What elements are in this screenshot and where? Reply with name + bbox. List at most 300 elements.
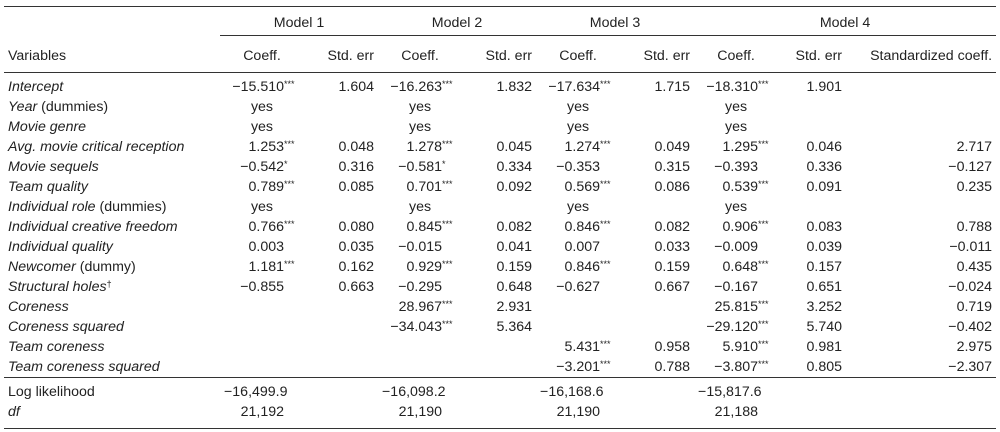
empty-cell (778, 378, 846, 403)
cell-value: −0.295 (398, 279, 443, 295)
std-err-cell (778, 257, 846, 277)
cell-value: 0.719 (956, 299, 993, 315)
cell-value: 0.846 (564, 259, 601, 275)
std-err-cell (620, 177, 694, 197)
cell-value: 0.846 (564, 219, 601, 235)
std-err-cell (620, 157, 694, 177)
table-footer (4, 378, 996, 429)
std-err-cell (462, 337, 536, 357)
std-err-cell (778, 137, 846, 157)
cell-value: 1.715 (654, 79, 691, 95)
variable-name-cell (4, 237, 220, 257)
table-row (4, 357, 996, 378)
standardized-coeff-cell (846, 177, 996, 197)
cell-value: 0.789 (248, 179, 284, 195)
cell-value: 0.316 (338, 159, 375, 175)
cell-value: 0.092 (496, 179, 533, 195)
cell-value: 0.159 (496, 259, 533, 275)
table-row (4, 317, 996, 337)
std-err-cell (620, 217, 694, 237)
variable-name-cell (4, 137, 220, 157)
standardized-coeff-cell (846, 317, 996, 337)
cell-value: −0.627 (556, 279, 601, 295)
coeff-cell (536, 277, 620, 297)
variable-name: Coreness (8, 299, 69, 315)
coeff-cell: −0.581* (398, 159, 446, 175)
cell-value: 0.082 (496, 219, 533, 235)
model-4-header: Model 4 (694, 7, 996, 36)
cell-value: 0.648 (496, 279, 533, 295)
footer-label: df (8, 404, 20, 420)
coeff-cell: 0.845*** (406, 219, 453, 235)
cell-value: 0.663 (338, 279, 375, 295)
coeff-cell: −34.043*** (390, 319, 453, 335)
dummy-indicator-cell (220, 197, 304, 217)
empty-cell (778, 402, 846, 429)
standardized-coeff-cell (846, 157, 996, 177)
coeff-cell: 25.815*** (714, 299, 769, 315)
cell-value: −0.011 (949, 239, 993, 255)
dummy-indicator-cell (694, 117, 778, 137)
variable-name-cell (4, 357, 220, 378)
cell-value: 0.569 (564, 179, 601, 195)
coeff-cell: 0.929*** (406, 259, 453, 275)
std-err-cell (462, 177, 536, 197)
dummy-indicator-cell (220, 97, 304, 117)
coeff-cell (220, 317, 304, 337)
coeff-cell: −0.542* (240, 159, 288, 175)
table-row (4, 257, 996, 277)
cell-value: 5.740 (806, 319, 843, 335)
cell-value: 1.295 (722, 139, 759, 155)
std-err-cell (462, 197, 536, 217)
std-err-cell (304, 73, 378, 98)
column-header-row (4, 36, 996, 73)
std-err-cell (778, 317, 846, 337)
variable-name: Avg. movie critical reception (8, 139, 185, 155)
std-err-cell (462, 237, 536, 257)
cell-value: 5.910 (722, 339, 759, 355)
empty-cell (462, 378, 536, 403)
table-row (4, 117, 996, 137)
std-err-cell (778, 117, 846, 137)
cell-value: 0.648 (722, 259, 759, 275)
variable-name: Individual creative freedom (8, 219, 178, 235)
table-row (4, 337, 996, 357)
std-err-cell (462, 357, 536, 378)
coeff-cell: 0.539*** (722, 179, 769, 195)
std-err-cell (778, 237, 846, 257)
coeff-cell (694, 157, 778, 177)
variable-name: Team quality (8, 179, 88, 195)
coeff-cell: 0.701*** (406, 179, 453, 195)
cell-value: 21,192 (240, 404, 284, 420)
cell-value: 1.181 (248, 259, 284, 275)
cell-value: yes (408, 199, 432, 215)
cell-value: 0.788 (956, 219, 993, 235)
cell-value: −0.581 (398, 159, 443, 175)
variable-suffix: (dummy) (75, 259, 136, 275)
cell-value: 0.035 (338, 239, 375, 255)
variable-name: Team coreness squared (8, 359, 160, 375)
std-err-cell (778, 177, 846, 197)
footer-value (694, 378, 778, 403)
cell-value: 2.931 (496, 299, 533, 315)
empty-cell (304, 378, 378, 403)
cell-value: 0.334 (496, 159, 533, 175)
coeff-cell (378, 237, 462, 257)
footer-value (220, 378, 304, 403)
dummy-indicator-cell (536, 117, 620, 137)
std-err-cell (620, 257, 694, 277)
cell-value: 0.083 (806, 219, 843, 235)
cell-value: 5.364 (496, 319, 533, 335)
coeff-cell: −17.634*** (548, 79, 611, 95)
coeff-header-m2: Coeff. (378, 36, 462, 73)
std-err-cell (778, 197, 846, 217)
variable-name: Movie sequels (8, 159, 99, 175)
coeff-cell: −29.120*** (706, 319, 769, 335)
coeff-cell: 0.789*** (248, 179, 295, 195)
cell-value: 0.039 (806, 239, 843, 255)
std-err-cell (462, 317, 536, 337)
std-err-cell (462, 297, 536, 317)
std-err-cell (778, 97, 846, 117)
coeff-cell: 0.906*** (722, 219, 769, 235)
std-err-cell (778, 337, 846, 357)
std-err-cell (462, 217, 536, 237)
cell-value: yes (250, 119, 274, 135)
table-row (4, 73, 996, 98)
cell-value: 0.701 (406, 179, 443, 195)
cell-value: −0.024 (948, 279, 993, 295)
cell-value: −0.402 (948, 319, 993, 335)
cell-value: 21,190 (398, 404, 443, 420)
variable-name: Coreness squared (8, 319, 124, 335)
se-header-m3: Std. err (620, 36, 694, 73)
cell-value: 0.159 (654, 259, 691, 275)
std-err-cell (620, 73, 694, 98)
standardized-coeff-cell (846, 337, 996, 357)
coeff-cell: 0.569*** (564, 179, 611, 195)
std-err-cell (620, 97, 694, 117)
variable-name: Year (8, 99, 38, 115)
variable-name: Individual role (8, 199, 96, 215)
coeff-cell: −3.807*** (714, 359, 769, 375)
cell-value: −15.510 (232, 79, 284, 95)
se-header-m1: Std. err (304, 36, 378, 73)
coeff-cell (220, 357, 304, 378)
cell-value: 0.235 (956, 179, 993, 195)
coeff-cell: −3.201*** (556, 359, 611, 375)
cell-value: 0.766 (248, 219, 284, 235)
variable-name-cell (4, 337, 220, 357)
std-err-cell (304, 297, 378, 317)
std-err-cell (462, 73, 536, 98)
coeff-cell (220, 237, 304, 257)
cell-value: 0.315 (654, 159, 691, 175)
cell-value: 0.049 (654, 139, 691, 155)
std-err-cell (304, 257, 378, 277)
coeff-cell: −18.310*** (706, 79, 769, 95)
variable-suffix: (dummies) (95, 199, 167, 215)
std-err-cell (620, 277, 694, 297)
coeff-header-m1: Coeff. (220, 36, 304, 73)
cell-value: −16,168.6 (540, 384, 604, 400)
cell-value: 0.162 (338, 259, 375, 275)
std-err-cell (462, 257, 536, 277)
table-row (4, 237, 996, 257)
standardized-coeff-cell (846, 197, 996, 217)
cell-value: yes (566, 99, 590, 115)
cell-value: −18.310 (706, 79, 759, 95)
table-row (4, 217, 996, 237)
cell-value: 0.958 (654, 339, 691, 355)
coeff-cell (220, 277, 304, 297)
cell-value: 0.007 (564, 239, 601, 255)
std-err-cell (304, 177, 378, 197)
cell-value: 21,188 (714, 404, 759, 420)
footer-value (536, 402, 620, 429)
cell-value: 1.832 (496, 79, 533, 95)
cell-value: −0.393 (714, 159, 759, 175)
std-err-cell (462, 157, 536, 177)
cell-value: −16,098.2 (382, 384, 446, 400)
std-err-cell (462, 117, 536, 137)
cell-value: 3.252 (806, 299, 843, 315)
cell-value: −17.634 (548, 79, 601, 95)
cell-value: 0.045 (496, 139, 533, 155)
variables-header: Variables (4, 36, 220, 73)
variable-name-cell (4, 297, 220, 317)
standardized-coeff-cell (846, 277, 996, 297)
cell-value: 0.788 (654, 359, 691, 375)
standardized-coeff-cell (846, 137, 996, 157)
table-row (4, 157, 996, 177)
cell-value: −0.127 (948, 159, 993, 175)
cell-value: 0.157 (806, 259, 843, 275)
coeff-cell: 1.278*** (406, 139, 453, 155)
table-row (4, 137, 996, 157)
standardized-coeff-cell (846, 357, 996, 378)
cell-value: −16.263 (390, 79, 443, 95)
std-err-cell (620, 197, 694, 217)
coeff-cell: 5.910*** (722, 339, 769, 355)
dummy-indicator-cell (378, 197, 462, 217)
table-row (4, 297, 996, 317)
std-err-cell (462, 277, 536, 297)
cell-value: 0.086 (654, 179, 691, 195)
se-header-m2: Std. err (462, 36, 536, 73)
cell-value: yes (250, 199, 274, 215)
model-1-header: Model 1 (220, 7, 378, 36)
cell-value: 0.667 (654, 279, 691, 295)
coeff-cell (378, 337, 462, 357)
cell-value: −0.353 (556, 159, 601, 175)
cell-value: yes (566, 119, 590, 135)
std-err-cell (304, 197, 378, 217)
std-err-cell (304, 337, 378, 357)
variable-name-cell (4, 177, 220, 197)
std-err-cell (304, 217, 378, 237)
empty-cell (620, 378, 694, 403)
std-err-cell (620, 117, 694, 137)
dummy-indicator-cell (694, 97, 778, 117)
cell-value: −3.201 (556, 359, 601, 375)
empty-cell (620, 402, 694, 429)
footer-value (536, 378, 620, 403)
cell-value: yes (250, 99, 274, 115)
coeff-cell (536, 317, 620, 337)
coeff-cell: 0.766*** (248, 219, 295, 235)
footer-value (694, 402, 778, 429)
cell-value: 0.048 (338, 139, 375, 155)
standardized-coeff-cell (846, 97, 996, 117)
cell-value: 1.274 (564, 139, 601, 155)
coeff-cell (220, 337, 304, 357)
coeff-cell (378, 277, 462, 297)
empty-cell (846, 378, 996, 403)
dummy-indicator-cell (220, 117, 304, 137)
cell-value: −34.043 (390, 319, 443, 335)
variable-name: Individual quality (8, 239, 113, 255)
blank-header-cell (4, 7, 220, 36)
dummy-indicator-cell (378, 97, 462, 117)
cell-value: 0.091 (806, 179, 843, 195)
variable-name: Newcomer (8, 259, 76, 275)
variable-name-cell (4, 197, 220, 217)
standardized-coeff-cell (846, 217, 996, 237)
cell-value: −0.542 (240, 159, 284, 175)
std-err-cell (620, 317, 694, 337)
cell-value: 0.003 (248, 239, 284, 255)
standardized-coeff-cell (846, 73, 996, 98)
cell-value: 0.906 (722, 219, 759, 235)
std-err-cell (304, 97, 378, 117)
table-row (4, 197, 996, 217)
cell-value: −0.167 (714, 279, 759, 295)
empty-cell (304, 402, 378, 429)
std-err-cell (778, 277, 846, 297)
standardized-coeff-cell (846, 297, 996, 317)
coeff-cell: 0.648*** (722, 259, 769, 275)
cell-value: 0.805 (806, 359, 843, 375)
cell-value: −29.120 (706, 319, 759, 335)
std-err-cell (462, 137, 536, 157)
variable-name-cell (4, 117, 220, 137)
cell-value: 0.033 (654, 239, 691, 255)
std-err-cell (778, 157, 846, 177)
dummy-indicator-cell (536, 97, 620, 117)
std-err-cell (304, 237, 378, 257)
std-err-cell (304, 277, 378, 297)
variable-suffix: (dummies) (37, 99, 109, 115)
cell-value: 1.253 (248, 139, 284, 155)
cell-value: yes (408, 99, 432, 115)
std-err-cell (304, 117, 378, 137)
cell-value: 0.041 (496, 239, 533, 255)
variable-name-cell (4, 277, 220, 297)
regression-table (4, 6, 996, 429)
std-err-cell (620, 357, 694, 378)
cell-value: −2.307 (948, 359, 993, 375)
model-header-row (4, 7, 996, 36)
variable-name: Team coreness (8, 339, 105, 355)
cell-value: yes (725, 199, 748, 215)
std-err-cell (462, 97, 536, 117)
cell-value: 1.901 (806, 79, 843, 95)
cell-value: 1.604 (338, 79, 375, 95)
empty-cell (846, 402, 996, 429)
coeff-cell (536, 297, 620, 317)
model-2-header: Model 2 (378, 7, 536, 36)
std-err-cell (620, 297, 694, 317)
dummy-indicator-cell (694, 197, 778, 217)
cell-value: 0.082 (654, 219, 691, 235)
empty-cell (462, 402, 536, 429)
std-err-cell (778, 73, 846, 98)
std-err-cell (778, 357, 846, 378)
cell-value: 0.085 (338, 179, 375, 195)
std-err-cell (304, 157, 378, 177)
cell-value: −3.807 (714, 359, 759, 375)
std-err-cell (778, 217, 846, 237)
coeff-cell: −15.510*** (232, 79, 295, 95)
cell-value: −0.855 (240, 279, 284, 295)
std-coeff-header: Standardized coeff. (846, 36, 996, 73)
dummy-indicator-cell (378, 117, 462, 137)
coeff-cell: 1.295*** (722, 139, 769, 155)
coeff-cell: 1.253*** (248, 139, 295, 155)
variable-name: Intercept (8, 79, 64, 95)
coeff-cell: 28.967*** (398, 299, 453, 315)
cell-value: 0.981 (806, 339, 843, 355)
coeff-cell: 1.181*** (248, 259, 295, 275)
cell-value: 2.975 (956, 339, 993, 355)
dummy-indicator-cell (536, 197, 620, 217)
cell-value: yes (408, 119, 432, 135)
std-err-cell (620, 237, 694, 257)
footnote-mark: † (106, 279, 112, 289)
footer-row (4, 402, 996, 429)
cell-value: 0.336 (806, 159, 843, 175)
footer-value (220, 402, 304, 429)
std-err-cell (778, 297, 846, 317)
coeff-cell (220, 297, 304, 317)
table-row (4, 97, 996, 117)
variable-name-cell (4, 317, 220, 337)
cell-value: 0.080 (338, 219, 375, 235)
coeff-cell (694, 237, 778, 257)
coeff-cell: 5.431*** (564, 339, 611, 355)
cell-value: yes (725, 119, 748, 135)
cell-value: 2.717 (956, 139, 993, 155)
coeff-cell (536, 157, 620, 177)
cell-value: 0.046 (806, 139, 843, 155)
std-err-cell (620, 337, 694, 357)
variable-name-cell (4, 97, 220, 117)
cell-value: −16,499.9 (224, 384, 288, 400)
coeff-cell: 1.274*** (564, 139, 611, 155)
cell-value: 5.431 (564, 339, 601, 355)
table-header (4, 7, 996, 73)
standardized-coeff-cell (846, 257, 996, 277)
coeff-cell (536, 237, 620, 257)
cell-value: 25.815 (714, 299, 759, 315)
se-header-m4: Std. err (778, 36, 846, 73)
footer-value (378, 402, 462, 429)
variable-name-cell (4, 157, 220, 177)
